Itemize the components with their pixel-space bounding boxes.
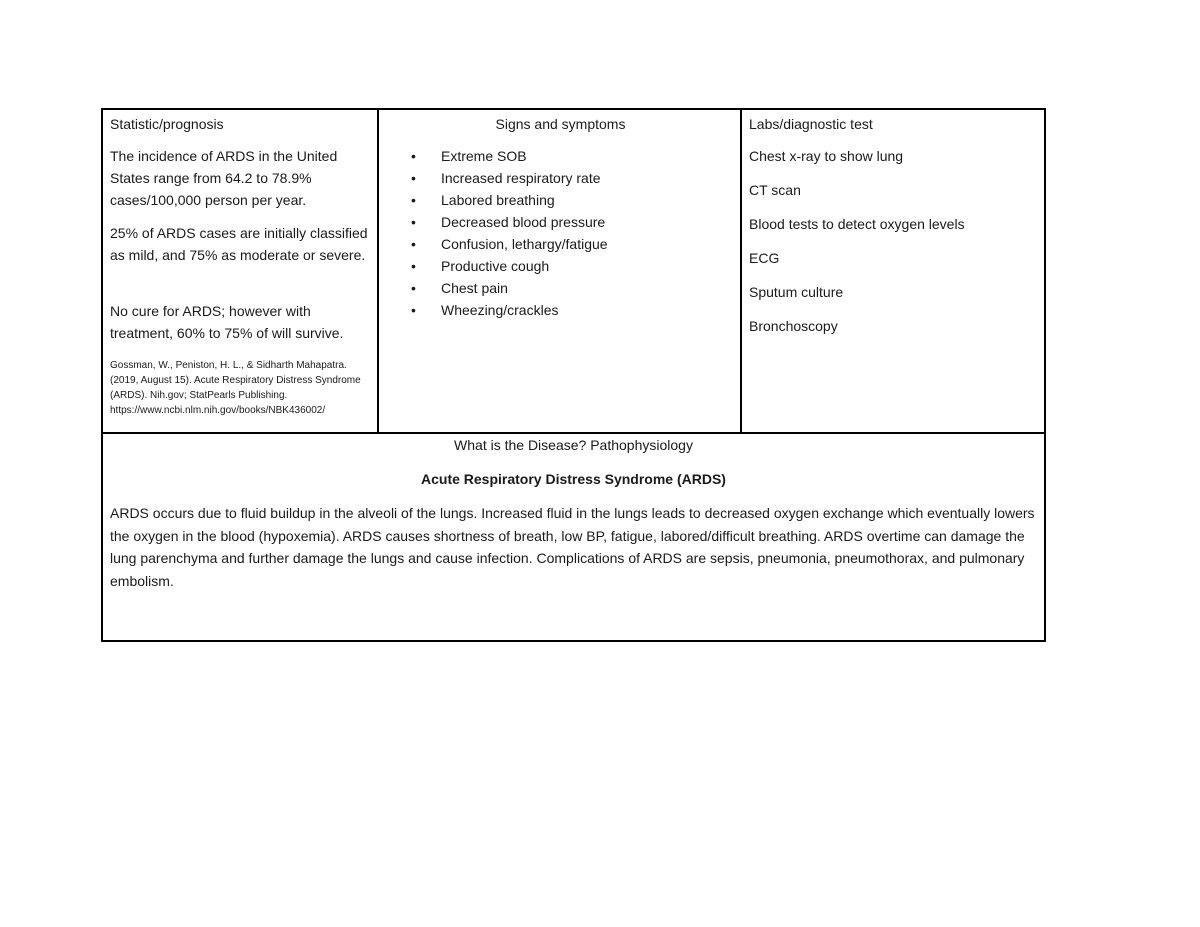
labs-list	[749, 145, 965, 349]
bullet-icon: •	[411, 236, 416, 252]
pathophysiology-cell	[103, 434, 1044, 640]
pathophysiology-title: What is the Disease? Pathophysiology	[454, 437, 693, 453]
list-item	[379, 233, 608, 255]
list-item	[379, 145, 608, 167]
bullet-icon: •	[411, 170, 416, 186]
symptom-label: Extreme SOB	[441, 148, 527, 164]
statistic-prognosis-cell	[103, 110, 379, 432]
signs-symptoms-header: Signs and symptoms	[495, 116, 626, 132]
incidence-paragraph: The incidence of ARDS in the United States range from 64.2 to 78.9% cases/100,000 person per year.	[110, 148, 338, 208]
symptom-label: Productive cough	[441, 258, 550, 274]
list-item	[379, 255, 608, 277]
list-item: Blood tests to detect oxygen levels	[749, 216, 965, 232]
list-item: CT scan	[749, 182, 801, 198]
list-item	[379, 277, 608, 299]
disease-name-heading: Acute Respiratory Distress Syndrome (ARDS)	[421, 471, 726, 487]
list-item	[379, 211, 608, 233]
severity-paragraph: 25% of ARDS cases are initially classified as mild, and 75% as moderate or severe.	[110, 225, 368, 263]
signs-symptoms-cell	[379, 110, 742, 432]
list-item: ECG	[749, 250, 780, 266]
symptom-label: Decreased blood pressure	[441, 214, 606, 230]
symptom-label: Confusion, lethargy/fatigue	[441, 236, 608, 252]
survival-paragraph: No cure for ARDS; however with treatment, 60% to 75% of will survive.	[110, 303, 344, 341]
labs-diagnostic-cell	[742, 110, 1044, 432]
symptom-label: Increased respiratory rate	[441, 170, 601, 186]
concept-map-table	[101, 108, 1046, 642]
bullet-icon: •	[411, 280, 416, 296]
bullet-icon: •	[411, 258, 416, 274]
bullet-icon: •	[411, 192, 416, 208]
bullet-icon: •	[411, 214, 416, 230]
list-item: Chest x-ray to show lung	[749, 148, 904, 164]
labs-diagnostic-header: Labs/diagnostic test	[749, 116, 873, 132]
pathophysiology-body: ARDS occurs due to fluid buildup in the alveoli of the lungs. Increased fluid in the lungs leads to decreased oxygen exchange which eventually lowers the oxygen in the blood (hypoxemia). ARDS causes shortness of breath, low BP, fatigue, labored/difficult breathing. ARDS overtime can damage the lung parenchyma and further damage the lungs and cause infection. Complications of ARDS are sepsis, pneumonia, pneumothorax, and pulmonary embolism.	[110, 505, 1035, 589]
statistic-prognosis-header: Statistic/prognosis	[110, 116, 224, 132]
symptoms-list	[379, 145, 608, 321]
symptom-label: Chest pain	[441, 280, 508, 296]
bullet-icon: •	[411, 148, 416, 164]
symptom-label: Wheezing/crackles	[441, 302, 559, 318]
list-item: Sputum culture	[749, 284, 844, 300]
bullet-icon: •	[411, 302, 416, 318]
list-item	[379, 189, 608, 211]
top-row	[103, 110, 1044, 434]
list-item: Bronchoscopy	[749, 318, 838, 334]
citation-text: Gossman, W., Peniston, H. L., & Sidharth Mahapatra. (2019, August 15). Acute Respiratory Distress Syndrome (ARDS). Nih.gov; StatPearls Publishing. https://www.ncbi.nlm.nih.gov/books/NBK436002/	[110, 360, 361, 416]
symptom-label: Labored breathing	[441, 192, 555, 208]
list-item	[379, 167, 608, 189]
list-item	[379, 299, 608, 321]
